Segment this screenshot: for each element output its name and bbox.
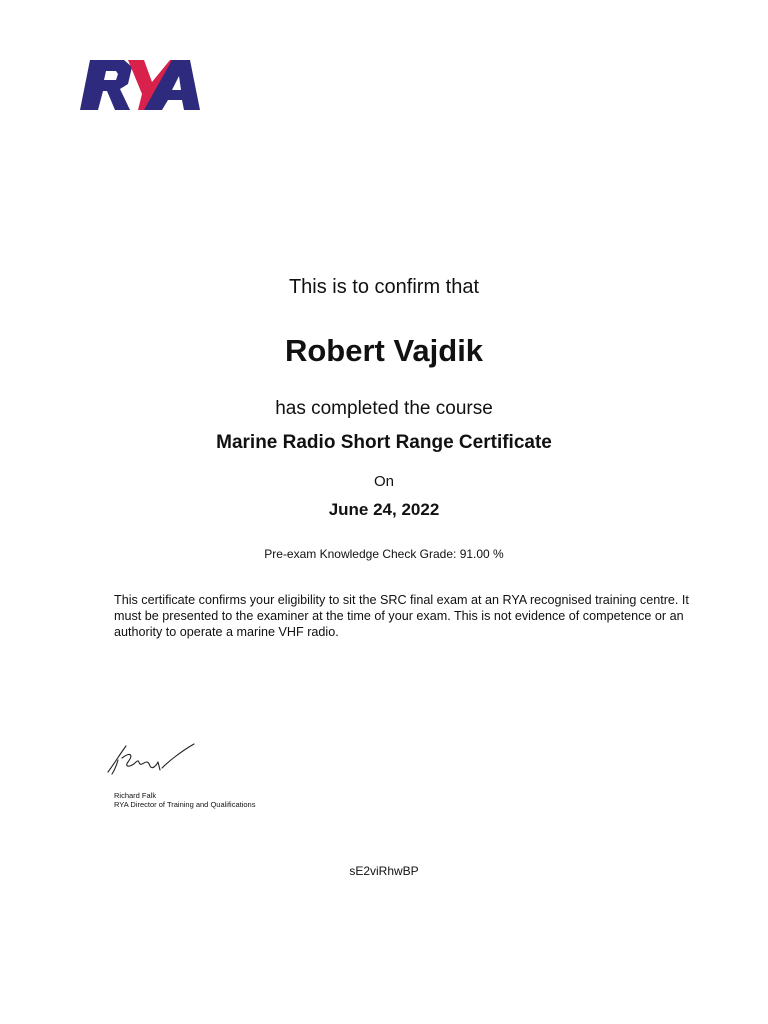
rya-logo bbox=[78, 58, 202, 112]
disclaimer-text: This certificate confirms your eligibility to sit the SRC final exam at an RYA recognised training centre. It must be presented to the examiner at the time of your exam. This is not evidence of competence or an authority to operate a marine VHF radio. bbox=[114, 593, 689, 639]
signatory-title: RYA Director of Training and Qualifications bbox=[114, 800, 256, 809]
verification-code: sE2viRhwBP bbox=[349, 864, 419, 878]
grade-line: Pre-exam Knowledge Check Grade: 91.00 % bbox=[264, 547, 504, 561]
recipient-name: Robert Vajdik bbox=[284, 333, 484, 368]
on-label: On bbox=[373, 473, 394, 490]
completion-date: June 24, 2022 bbox=[328, 500, 440, 519]
intro-text: This is to confirm that bbox=[288, 276, 480, 298]
signatory-block bbox=[114, 791, 255, 809]
course-name: Marine Radio Short Range Certificate bbox=[216, 432, 552, 453]
signature-image bbox=[104, 740, 196, 776]
completed-text: has completed the course bbox=[275, 398, 493, 419]
signatory-name: Richard Falk bbox=[114, 791, 157, 800]
